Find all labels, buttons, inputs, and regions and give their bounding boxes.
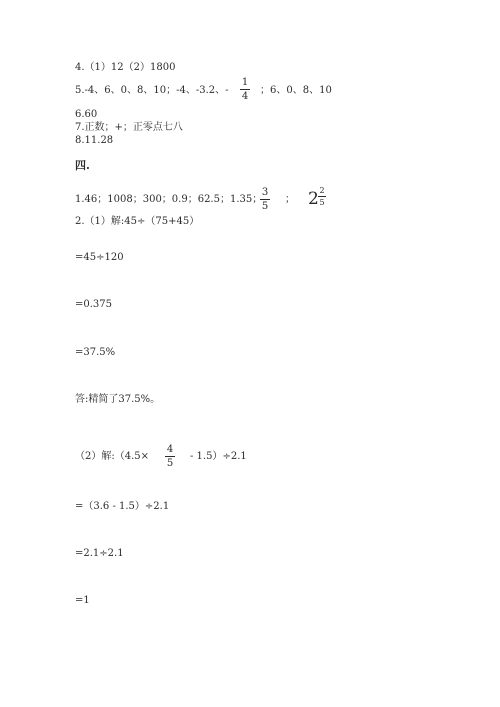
q2-part2-step-1: =（3.6 - 1.5）÷2.1 <box>75 501 170 512</box>
fraction-numerator: 4 <box>166 444 174 455</box>
q2-part2-setup: （2）解:（4.5× <box>75 451 150 462</box>
q2-part2-step-2: =2.1÷2.1 <box>75 548 124 559</box>
section-heading: 四. <box>75 159 90 172</box>
fraction-denominator: 5 <box>319 198 325 207</box>
q1-answers: 1.46；1008；300；0.9；62.5；1.35； <box>75 194 263 205</box>
q2-step-3: =37.5% <box>75 347 116 358</box>
fraction-numerator: 3 <box>261 187 269 198</box>
q2-part2-result: =1 <box>75 595 90 606</box>
answer-line-6: 6.60 <box>75 109 98 120</box>
q2-step-1: =45÷120 <box>75 252 124 263</box>
fraction-numerator: 2 <box>319 186 325 195</box>
q1-separator: ； <box>285 194 295 205</box>
answer-line-5-part1: 5.-4、6、0、8、10；-4、-3.2、- <box>75 85 229 96</box>
fraction-bar <box>165 456 175 457</box>
fraction-four-fifths <box>165 444 175 469</box>
q2-step-2: =0.375 <box>75 299 113 310</box>
q2-answer: 答:精简了37.5%。 <box>75 394 161 405</box>
fraction-denominator: 5 <box>261 201 269 212</box>
fraction-bar <box>260 199 270 200</box>
fraction-bar <box>318 196 326 197</box>
fraction-bar <box>240 89 250 90</box>
mixed-number-whole: 2 <box>308 189 319 209</box>
answer-line-5-part2: ；6、0、8、10 <box>260 85 332 96</box>
fraction-denominator: 5 <box>166 458 174 469</box>
answer-line-7: 7.正数；+；正零点七八 <box>75 122 183 133</box>
fraction-three-fifths <box>260 187 270 212</box>
answer-line-4: 4.（1）12（2）1800 <box>75 62 176 73</box>
answer-line-8: 8.11.28 <box>75 135 114 146</box>
fraction-denominator: 4 <box>241 91 249 102</box>
q2-part2-setup-tail: - 1.5）÷2.1 <box>190 451 247 462</box>
q2-part1-setup: 2.（1）解:45÷（75+45） <box>75 216 200 227</box>
fraction-numerator: 1 <box>241 77 249 88</box>
mixed-number-fraction <box>318 186 326 207</box>
fraction-one-quarter <box>240 77 250 102</box>
